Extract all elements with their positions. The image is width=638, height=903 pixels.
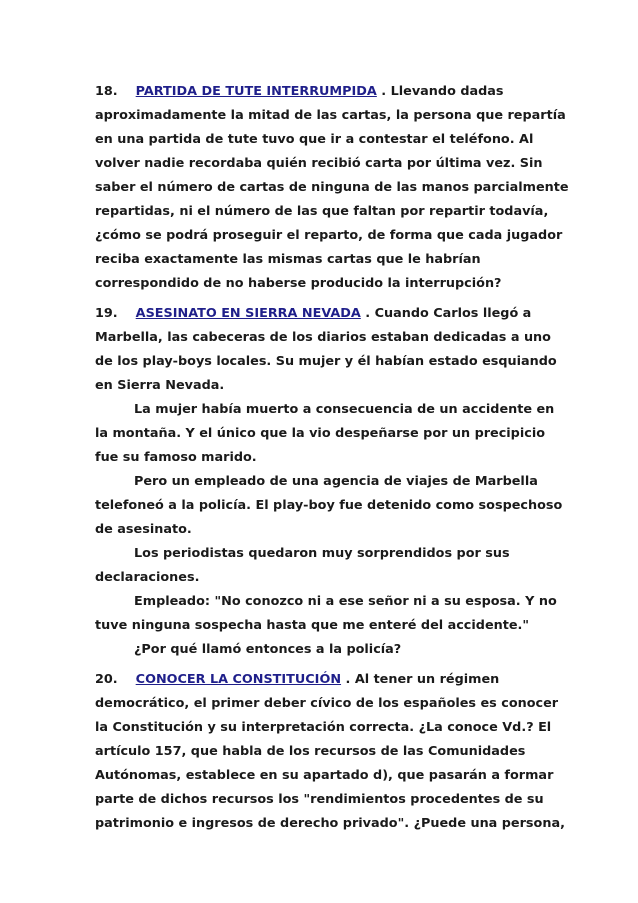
text-line: de los play-boys locales. Su mujer y él habían estado esquiando — [95, 354, 557, 369]
text-line: tuve ninguna sospecha hasta que me enteré del accidente." — [95, 618, 530, 633]
text-line: ¿cómo se podrá proseguir el reparto, de forma que cada jugador — [95, 228, 563, 243]
text-line: Pero un empleado de una agencia de viajes de Marbella — [134, 474, 538, 489]
problem-number: 20. — [95, 672, 118, 687]
text-line: Los periodistas quedaron muy sorprendidos por sus — [134, 546, 510, 561]
text-line: democrático, el primer deber cívico de los españoles es conocer — [95, 696, 559, 711]
text-line: Autónomas, establece en su apartado d), que pasarán a formar — [95, 768, 554, 783]
text-line: La mujer había muerto a consecuencia de un accidente en — [134, 402, 555, 417]
problem-18-heading — [95, 84, 504, 100]
text-line: correspondido de no haberse producido la interrupción? — [95, 276, 502, 291]
text-line: la Constitución y su interpretación correcta. ¿La conoce Vd.? El — [95, 720, 552, 735]
text-line: en Sierra Nevada. — [95, 378, 225, 393]
text-line: telefoneó a la policía. El play-boy fue detenido como sospechoso — [95, 498, 563, 513]
text-line: patrimonio e ingresos de derecho privado". ¿Puede una persona, — [95, 816, 565, 831]
text-line: artículo 157, que habla de los recursos de las Comunidades — [95, 744, 526, 759]
problem-title-link[interactable]: PARTIDA DE TUTE INTERRUMPIDA — [135, 84, 377, 99]
problem-number: 18. — [95, 84, 118, 99]
text-line: Marbella, las cabeceras de los diarios estaban dedicadas a uno — [95, 330, 551, 345]
problem-19-heading — [95, 306, 531, 322]
text-line: repartidas, ni el número de las que faltan por repartir todavía, — [95, 204, 549, 219]
text-line: fue su famoso marido. — [95, 450, 257, 465]
problem-title-link[interactable]: ASESINATO EN SIERRA NEVADA — [135, 306, 361, 321]
text-line: de asesinato. — [95, 522, 192, 537]
problem-lead-text: . Cuando Carlos llegó a — [360, 306, 532, 321]
text-line: en una partida de tute tuvo que ir a contestar el teléfono. Al — [95, 132, 534, 147]
text-line: reciba exactamente las mismas cartas que le habrían — [95, 252, 481, 267]
text-line: Empleado: "No conozco ni a ese señor ni a su esposa. Y no — [134, 594, 557, 609]
text-line: volver nadie recordaba quién recibió carta por última vez. Sin — [95, 156, 543, 171]
problem-lead-text: . Al tener un régimen — [341, 672, 500, 687]
problem-number: 19. — [95, 306, 118, 321]
problem-20-heading — [95, 672, 499, 688]
text-line: parte de dichos recursos los "rendimientos procedentes de su — [95, 792, 544, 807]
text-line: ¿Por qué llamó entonces a la policía? — [134, 642, 402, 657]
text-line: la montaña. Y el único que la vio despeñarse por un precipicio — [95, 426, 545, 441]
text-line: saber el número de cartas de ninguna de las manos parcialmente — [95, 180, 569, 195]
problem-lead-text: . Llevando dadas — [376, 84, 504, 99]
problem-title-link[interactable]: CONOCER LA CONSTITUCIÓN — [135, 672, 342, 687]
text-line: aproximadamente la mitad de las cartas, la persona que repartía — [95, 108, 566, 123]
text-line: declaraciones. — [95, 570, 200, 585]
